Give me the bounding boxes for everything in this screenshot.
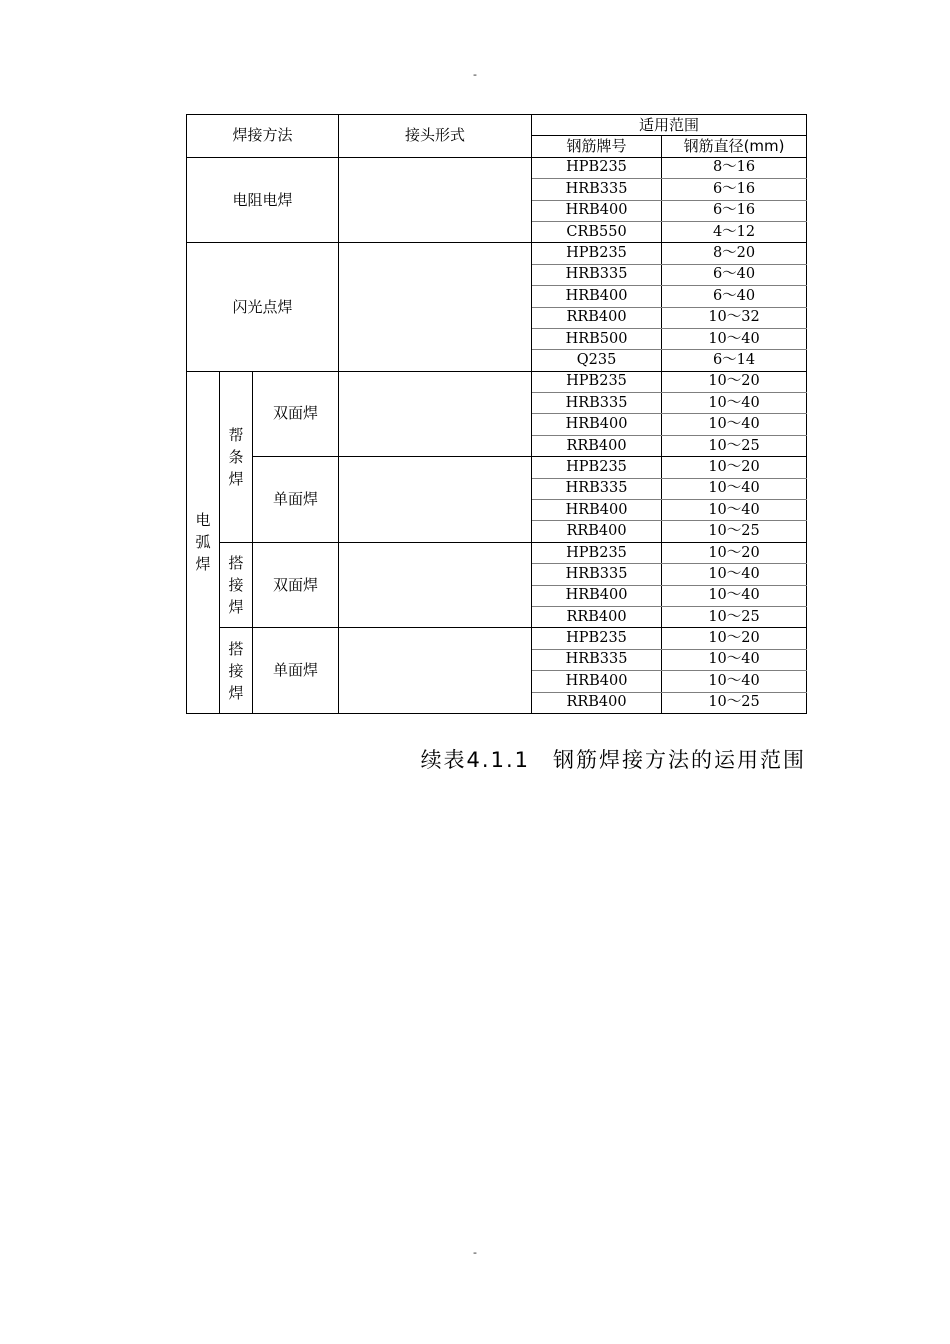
submethod-double-sided: 双面焊 [253,542,339,628]
diameter-cell: 10～25 [662,692,807,713]
grade-cell: RRB400 [532,521,662,542]
grade-cell: RRB400 [532,692,662,713]
method-resistance-spot: 电阻电焊 [187,157,339,243]
diameter-cell: 6～40 [662,264,807,285]
diameter-cell: 10～20 [662,542,807,563]
joint-form-cell [339,157,532,243]
page-mark-bottom: - [473,1246,477,1259]
diameter-cell: 10～20 [662,457,807,478]
joint-form-cell [339,243,532,371]
grade-cell: RRB400 [532,435,662,456]
grade-cell: HRB400 [532,200,662,221]
diameter-cell: 10～20 [662,628,807,649]
diameter-cell: 10～40 [662,500,807,521]
method-arc-lap-double: 搭 接 焊 [220,542,253,628]
page-mark-top: - [473,68,477,81]
grade-cell: HRB500 [532,328,662,349]
diameter-cell: 6～14 [662,350,807,371]
grade-cell: HPB235 [532,371,662,392]
joint-form-cell [339,542,532,628]
grade-cell: HPB235 [532,542,662,563]
method-arc-bang-tiao: 帮 条 焊 [220,371,253,542]
submethod-single-sided: 单面焊 [253,457,339,543]
submethod-single-sided: 单面焊 [253,628,339,714]
grade-cell: HPB235 [532,628,662,649]
header-diameter: 钢筋直径(mm) [662,136,807,157]
diameter-cell: 10～20 [662,371,807,392]
diameter-cell: 10～32 [662,307,807,328]
grade-cell: HRB400 [532,585,662,606]
grade-cell: HRB335 [532,564,662,585]
header-grade: 钢筋牌号 [532,136,662,157]
diameter-cell: 6～16 [662,200,807,221]
grade-cell: HRB335 [532,393,662,414]
joint-form-cell [339,457,532,543]
welding-methods-table [186,114,807,714]
header-scope: 适用范围 [532,115,807,136]
diameter-cell: 4～12 [662,221,807,242]
method-flash-butt: 闪光点焊 [187,243,339,371]
grade-cell: HRB335 [532,478,662,499]
grade-cell: HRB335 [532,264,662,285]
grade-cell: HPB235 [532,243,662,264]
diameter-cell: 10～40 [662,393,807,414]
grade-cell: HPB235 [532,157,662,178]
header-joint-form: 接头形式 [339,115,532,158]
method-arc-lap-single: 搭 接 焊 [220,628,253,714]
diameter-cell: 6～40 [662,286,807,307]
method-arc: 电 弧 焊 [187,371,220,713]
diameter-cell: 10～40 [662,564,807,585]
diameter-cell: 10～40 [662,649,807,670]
diameter-cell: 6～16 [662,179,807,200]
grade-cell: CRB550 [532,221,662,242]
joint-form-cell [339,371,532,457]
diameter-cell: 10～40 [662,414,807,435]
diameter-cell: 10～25 [662,521,807,542]
grade-cell: HRB400 [532,500,662,521]
diameter-cell: 10～40 [662,671,807,692]
table-caption: 续表4.1.1 钢筋焊接方法的运用范围 [420,748,806,772]
grade-cell: HRB400 [532,286,662,307]
grade-cell: HRB335 [532,179,662,200]
grade-cell: HPB235 [532,457,662,478]
header-method: 焊接方法 [187,115,339,158]
diameter-cell: 10～25 [662,606,807,627]
grade-cell: HRB400 [532,414,662,435]
diameter-cell: 10～40 [662,478,807,499]
grade-cell: Q235 [532,350,662,371]
grade-cell: HRB335 [532,649,662,670]
grade-cell: HRB400 [532,671,662,692]
diameter-cell: 10～40 [662,328,807,349]
diameter-cell: 8～20 [662,243,807,264]
submethod-double-sided: 双面焊 [253,371,339,457]
diameter-cell: 8～16 [662,157,807,178]
diameter-cell: 10～25 [662,435,807,456]
joint-form-cell [339,628,532,714]
grade-cell: RRB400 [532,307,662,328]
diameter-cell: 10～40 [662,585,807,606]
grade-cell: RRB400 [532,606,662,627]
